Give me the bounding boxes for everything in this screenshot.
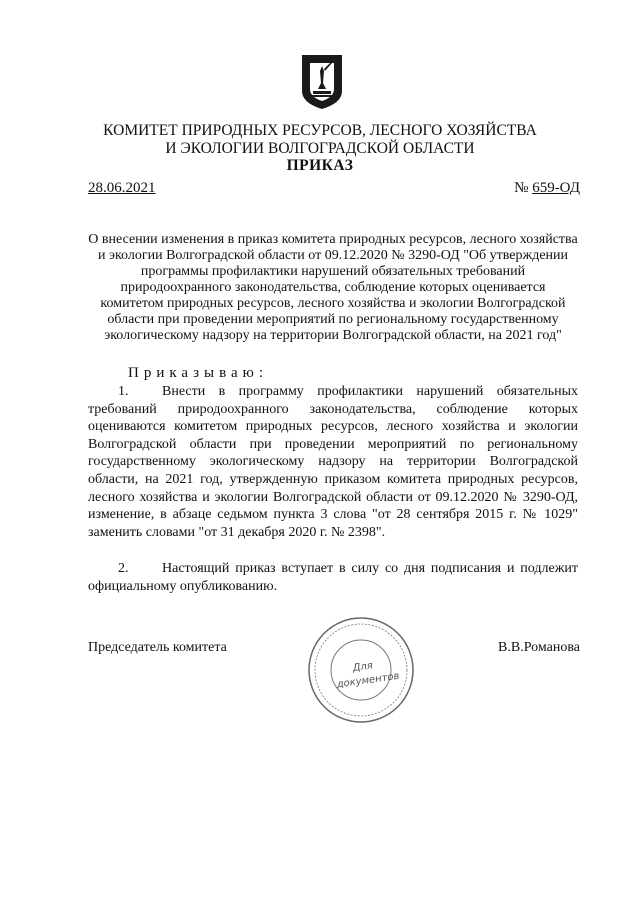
coat-of-arms-icon	[300, 53, 344, 111]
number-value: 659-ОД	[532, 180, 580, 196]
stamp-seal-icon	[305, 614, 417, 726]
org-name-line2: И ЭКОЛОГИИ ВОЛГОГРАДСКОЙ ОБЛАСТИ	[165, 140, 475, 157]
item-number: 2.	[118, 561, 129, 576]
signatory-role: Председатель комитета	[88, 640, 227, 655]
document-type: ПРИКАЗ	[286, 157, 354, 174]
document-subject: О внесении изменения в приказ комитета природных ресурсов, лесного хозяйства и экологии Волгоградской области от 09.12.2020 № 3290-ОД "Об утверждении программы профилактики нарушений обязательных требований природоохранного законодательства, соблюдение которых оценивается комитетом природных ресурсов, лесного хозяйства и экологии Волгоградской области при проведении мероприятий по региональному государственному экологическому надзору на территории Волгоградской области, на 2021 год"	[88, 232, 578, 343]
document-number	[514, 180, 580, 197]
order-item	[88, 560, 578, 595]
order-item	[88, 383, 578, 541]
item-text: Настоящий приказ вступает в силу со дня подписания и подлежит официальному опубликованию.	[88, 561, 578, 594]
stamp-text-line2: документов	[336, 670, 401, 691]
document-date: 28.06.2021	[88, 180, 156, 196]
signatory-name: В.В.Романова	[498, 640, 580, 655]
item-text: Внести в программу профилактики нарушений обязательных требований природоохранного законодательства, соблюдение которых оцениваются комитетом природных ресурсов, лесного хозяйства и экологии Волгоградской области при проведении мероприятий по региональному государственному экологическому надзору на территории Волгоградской области, на 2021 год, утвержденную приказом комитета природных ресурсов, лесного хозяйства и экологии Волгоградской области от 09.12.2020 № 3290-ОД, изменение, в абзаце седьмом пункта 3 слова "от 28 сентября 2015 г. № 1029" заменить словами "от 31 декабря 2020 г. № 2398".	[88, 384, 578, 540]
org-name-line1: КОМИТЕТ ПРИРОДНЫХ РЕСУРСОВ, ЛЕСНОГО ХОЗЯЙСТВА	[103, 122, 537, 139]
order-word: Приказываю:	[128, 365, 268, 381]
item-number: 1.	[118, 384, 129, 399]
stamp-text-line1: Для	[351, 660, 374, 675]
number-prefix: №	[514, 180, 529, 196]
